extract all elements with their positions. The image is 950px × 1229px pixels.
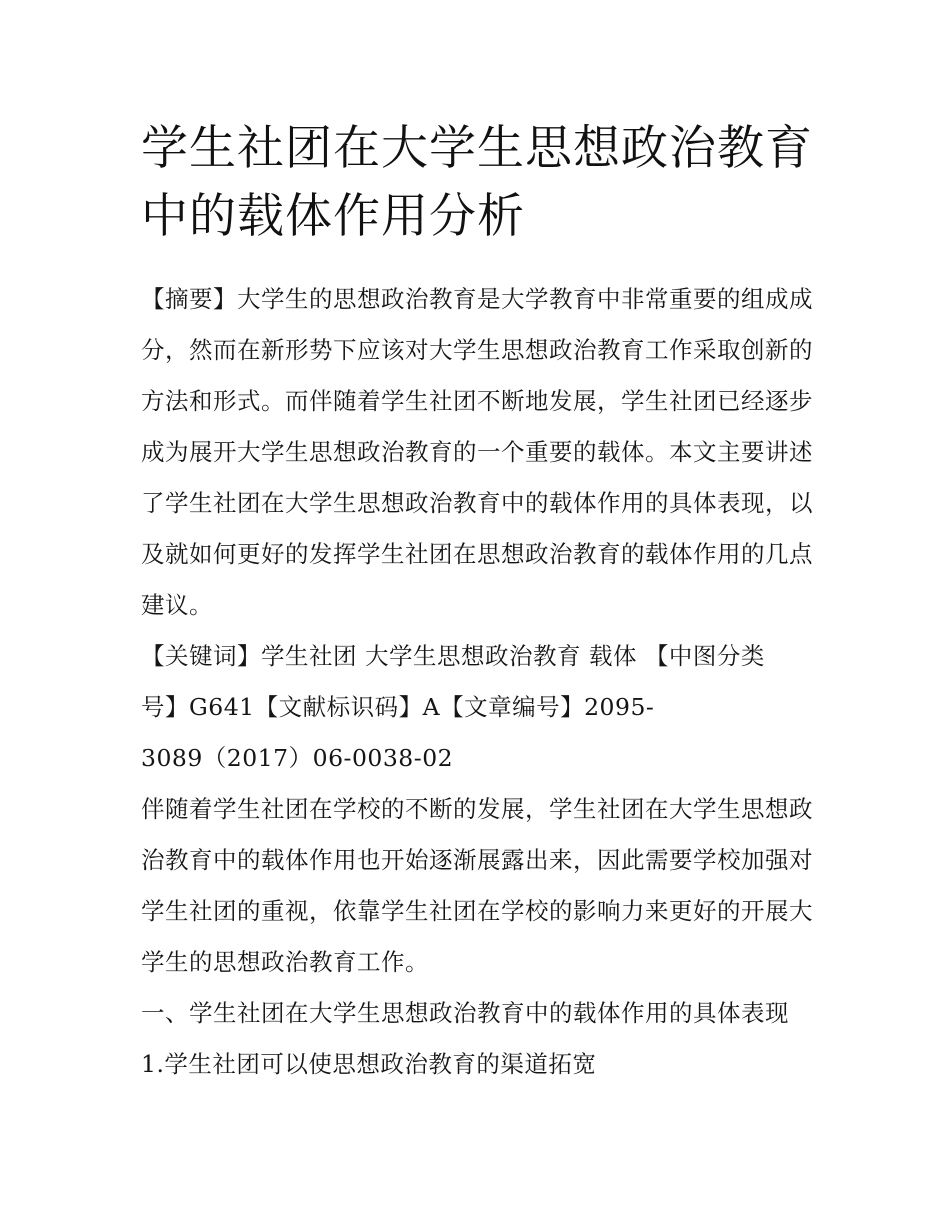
keywords-line-2: 号】G641【文献标识码】A【文章编号】2095- xyxy=(141,693,655,721)
section-heading: 一、学生社团在大学生思想政治教育中的载体作用的具体表现 xyxy=(141,999,789,1027)
keywords-line-1: 【关键词】学生社团 大学生思想政治教育 载体 【中图分类 xyxy=(141,642,765,670)
keywords-line-3: 3089（2017）06-0038-02 xyxy=(141,744,454,772)
abstract-paragraph: 【摘要】大学生的思想政治教育是大学教育中非常重要的组成成分，然而在新形势下应该对大学生思想政治教育工作采取创新的方法和形式。而伴随着学生社团不断地发展，学生社团已经逐步成为展开大学生思想政治教育的一个重要的载体。本文主要讲述了学生社团在大学生思想政治教育中的载体作用的具体表现，以及就如何更好的发挥学生社团在思想政治教育的载体作用的几点建议。 xyxy=(141,285,813,619)
document-title: 学生社团在大学生思想政治教育中的载体作用分析 xyxy=(141,121,813,244)
document-page xyxy=(141,115,813,1090)
subsection-heading: 1.学生社团可以使思想政治教育的渠道拓宽 xyxy=(141,1050,597,1078)
keywords-block xyxy=(141,631,813,784)
intro-paragraph: 伴随着学生社团在学校的不断的发展，学生社团在大学生思想政治教育中的载体作用也开始逐渐展露出来，因此需要学校加强对学生社团的重视，依靠学生社团在学校的影响力来更好的开展大学生的思想政治教育工作。 xyxy=(141,795,813,976)
